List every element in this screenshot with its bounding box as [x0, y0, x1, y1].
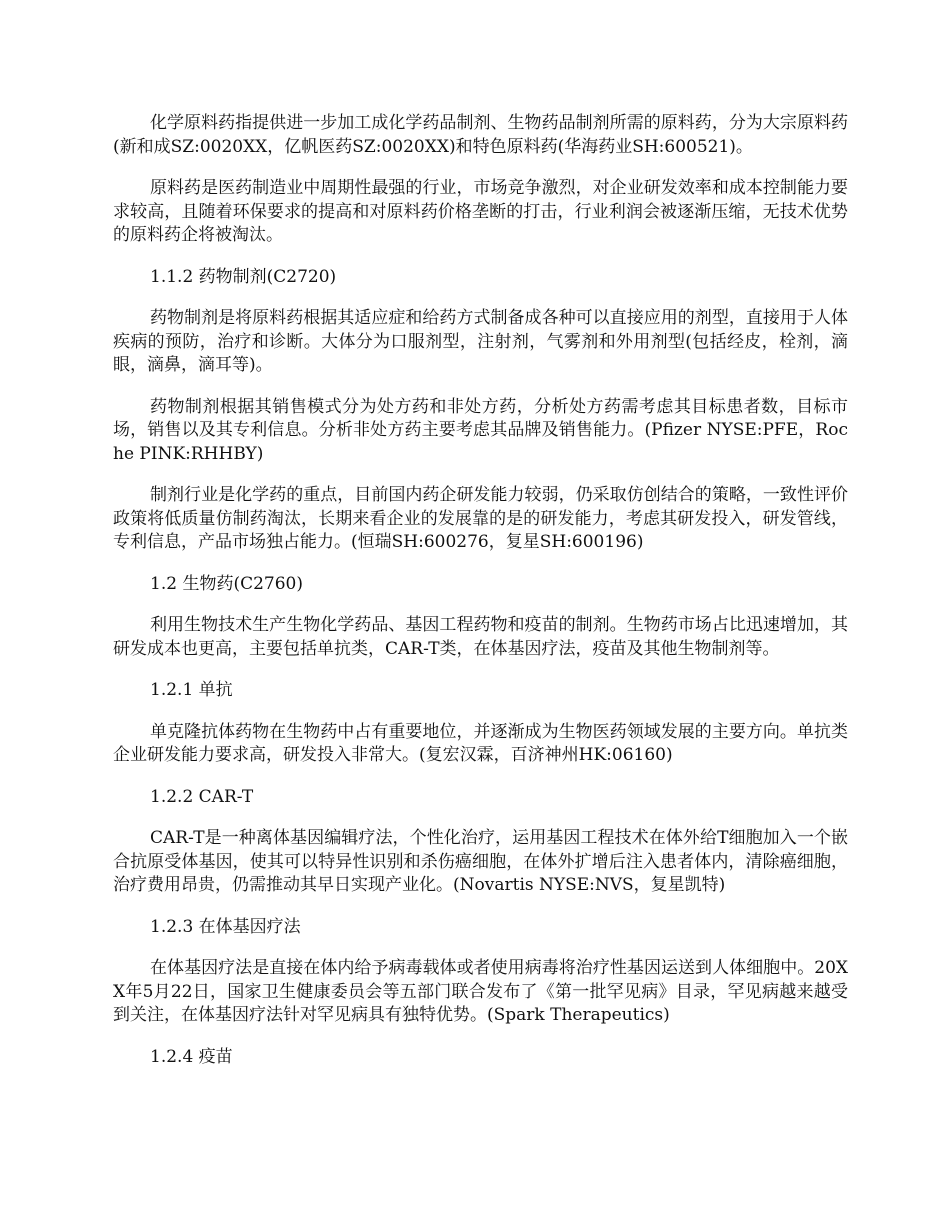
paragraph-preparations-definition: 药物制剂是将原料药根据其适应症和给药方式制备成各种可以直接应用的剂型，直接用于人体疾病的预防，治疗和诊断。大体分为口服剂型，注射剂，气雾剂和外用剂型(包括经皮，栓剂，滴眼，滴鼻，滴耳等)。	[113, 308, 848, 375]
heading-monoclonal-antibodies: 1.2.1 单抗	[150, 680, 233, 700]
heading-biologics: 1.2 生物药(C2760)	[150, 573, 303, 594]
paragraph-preparations-sales-model: 药物制剂根据其销售模式分为处方药和非处方药，分析处方药需考虑其目标患者数，目标市场，销售以及其专利信息。分析非处方药主要考虑其品牌及销售能力。(Pfizer NYSE:PFE，Roche PINK:RHHBY)	[113, 396, 848, 464]
paragraph-raw-apis-industry: 原料药是医药制造业中周期性最强的行业，市场竞争激烈，对企业研发效率和成本控制能力要求较高，且随着环保要求的提高和对原料药价格垄断的打击，行业利润会被逐渐压缩，无技术优势的原料药企将被淘汰。	[113, 178, 848, 245]
paragraph-monoclonal-antibodies: 单克隆抗体药物在生物药中占有重要地位，并逐渐成为生物医药领域发展的主要方向。单抗类企业研发能力要求高，研发投入非常大。(复宏汉霖，百济神州HK:06160)	[113, 721, 848, 765]
heading-pharmaceutical-preparations: 1.1.2 药物制剂(C2720)	[150, 266, 337, 287]
paragraph-preparations-industry: 制剂行业是化学药的重点，目前国内药企研发能力较弱，仍采取仿创结合的策略，一致性评价政策将低质量仿制药淘汰，长期来看企业的发展靠的是的研发能力，考虑其研发投入，研发管线，专利信息，产品市场独占能力。(恒瑞SH:600276，复星SH:600196)	[113, 485, 848, 552]
heading-car-t: 1.2.2 CAR-T	[150, 786, 254, 807]
paragraph-in-vivo-gene-therapy: 在体基因疗法是直接在体内给予病毒载体或者使用病毒将治疗性基因运送到人体细胞中。20XX年5月22日，国家卫生健康委员会等五部门联合发布了《第一批罕见病》目录，罕见病越来越受到关注，在体基因疗法针对罕见病具有独特优势。(Spark Therapeutics)	[113, 958, 848, 1025]
paragraph-biologics-definition: 利用生物技术生产生物化学药品、基因工程药物和疫苗的制剂。生物药市场占比迅速增加，其研发成本也更高，主要包括单抗类，CAR-T类，在体基因疗法，疫苗及其他生物制剂等。	[113, 615, 848, 659]
heading-vaccines: 1.2.4 疫苗	[150, 1046, 233, 1067]
document-body	[113, 112, 848, 1087]
heading-in-vivo-gene-therapy: 1.2.3 在体基因疗法	[150, 916, 301, 937]
paragraph-car-t: CAR-T是一种离体基因编辑疗法，个性化治疗，运用基因工程技术在体外给T细胞加入一个嵌合抗原受体基因，使其可以特异性识别和杀伤癌细胞，在体外扩增后注入患者体内，清除癌细胞，治疗费用昂贵，仍需推动其早日实现产业化。(Novartis NYSE:NVS，复星凯特)	[113, 828, 848, 895]
paragraph-raw-apis-definition: 化学原料药指提供进一步加工成化学药品制剂、生物药品制剂所需的原料药，分为大宗原料药(新和成SZ:0020XX，亿帆医药SZ:0020XX)和特色原料药(华海药业SH:600521)。	[113, 113, 848, 157]
